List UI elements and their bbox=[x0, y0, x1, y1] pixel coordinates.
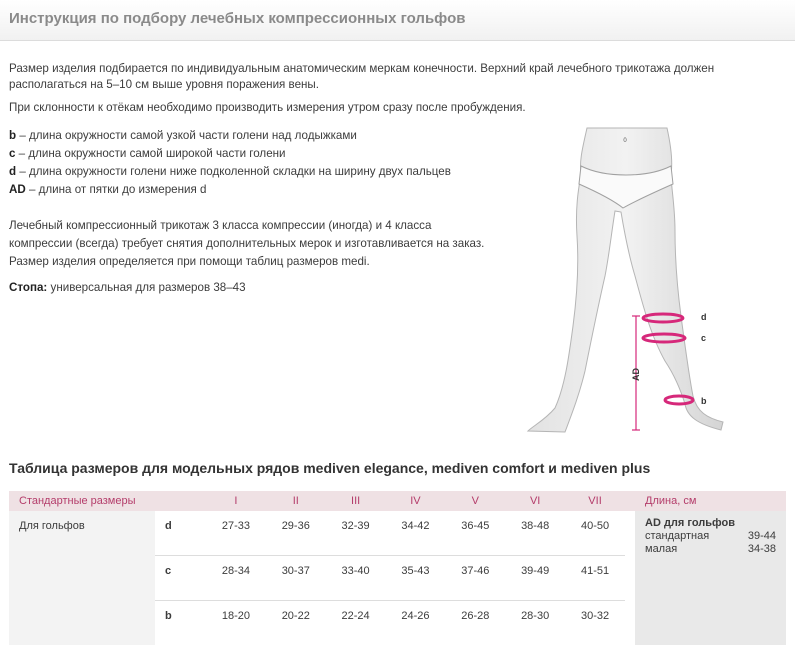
measure-key: d bbox=[9, 165, 16, 178]
legs-illustration bbox=[525, 126, 730, 438]
length-name: малая bbox=[645, 543, 677, 556]
table-cell: 20-22 bbox=[266, 601, 326, 645]
table-cell: 29-36 bbox=[266, 511, 326, 556]
row-key: d bbox=[155, 511, 206, 556]
measure-text: – длина окружности голени ниже подколенной складки на ширину двух пальцев bbox=[16, 165, 451, 178]
table-cell: 35-43 bbox=[386, 556, 446, 601]
table-cell: 30-32 bbox=[565, 601, 625, 645]
page-title: Инструкция по подбору лечебных компрессионных гольфов bbox=[9, 10, 466, 27]
table-cell: 24-26 bbox=[386, 601, 446, 645]
measure-text: – длина окружности самой узкой части голени над лодыжками bbox=[16, 129, 357, 142]
table-cell: 22-24 bbox=[326, 601, 386, 645]
measure-key: AD bbox=[9, 183, 26, 196]
label-d: d bbox=[701, 312, 707, 322]
header-size-6: VI bbox=[505, 491, 565, 511]
measure-key: b bbox=[9, 129, 16, 142]
table-cell: 34-42 bbox=[386, 511, 446, 556]
foot-text: универсальная для размеров 38–43 bbox=[47, 281, 245, 294]
table-header-row bbox=[9, 491, 786, 511]
measure-ad bbox=[9, 182, 206, 198]
table-cell: 30-37 bbox=[266, 556, 326, 601]
note-line-1: Лечебный компрессионный трикотаж 3 класса компрессии (иногда) и 4 класса bbox=[9, 218, 431, 234]
intro-paragraph-2: При склонности к отёкам необходимо производить измерения утром сразу после пробуждения. bbox=[9, 100, 779, 116]
foot-info bbox=[9, 280, 246, 296]
navel-mark: 0 bbox=[623, 138, 627, 144]
length-value: 39-44 bbox=[748, 530, 776, 543]
row-key: c bbox=[155, 556, 206, 601]
measure-c bbox=[9, 146, 286, 162]
header-size-7: VII bbox=[565, 491, 625, 511]
header-size-2: II bbox=[266, 491, 326, 511]
header-size-4: IV bbox=[386, 491, 446, 511]
size-table bbox=[9, 491, 786, 645]
measure-text: – длина от пятки до измерения d bbox=[26, 183, 207, 196]
table-cell: 27-33 bbox=[206, 511, 266, 556]
header-standard-sizes: Стандартные размеры bbox=[9, 491, 206, 511]
table-cell: 39-49 bbox=[505, 556, 565, 601]
note-line-3: Размер изделия определяется при помощи таблиц размеров medi. bbox=[9, 254, 370, 270]
table-title: Таблица размеров для модельных рядов mediven elegance, mediven comfort и mediven plus bbox=[9, 460, 650, 476]
label-c: c bbox=[701, 333, 706, 343]
measure-b bbox=[9, 128, 357, 144]
table-cell: 26-28 bbox=[445, 601, 505, 645]
table-cell: 36-45 bbox=[445, 511, 505, 556]
table-cell: 28-30 bbox=[505, 601, 565, 645]
intro-paragraph-1: Размер изделия подбирается по индивидуальным анатомическим меркам конечности. Верхний край лечебного трикотажа должен располагаться на 5–10 см выше уровня поражения вены. bbox=[9, 61, 779, 93]
length-title: AD для гольфов bbox=[645, 517, 776, 530]
table-cell: 32-39 bbox=[326, 511, 386, 556]
foot-label: Стопа: bbox=[9, 281, 47, 294]
row-key: b bbox=[155, 601, 206, 645]
header-bar bbox=[0, 0, 795, 41]
measure-text: – длина окружности самой широкой части голени bbox=[15, 147, 285, 160]
header-length: Длина, см bbox=[635, 491, 786, 511]
table-cell: 41-51 bbox=[565, 556, 625, 601]
table-cell: 40-50 bbox=[565, 511, 625, 556]
table-cell: 38-48 bbox=[505, 511, 565, 556]
measure-d bbox=[9, 164, 451, 180]
table-cell: 37-46 bbox=[445, 556, 505, 601]
length-cell bbox=[635, 511, 786, 645]
group-label: Для гольфов bbox=[9, 511, 155, 645]
table-cell: 18-20 bbox=[206, 601, 266, 645]
header-size-5: V bbox=[445, 491, 505, 511]
table-cell: 33-40 bbox=[326, 556, 386, 601]
table-cell: 28-34 bbox=[206, 556, 266, 601]
header-size-1: I bbox=[206, 491, 266, 511]
length-name: стандартная bbox=[645, 530, 709, 543]
table-row bbox=[9, 511, 786, 556]
label-b: b bbox=[701, 396, 707, 406]
ad-label: AD bbox=[631, 368, 641, 381]
measure-key: c bbox=[9, 147, 15, 160]
header-size-3: III bbox=[326, 491, 386, 511]
length-value: 34-38 bbox=[748, 543, 776, 556]
note-line-2: компрессии (всегда) требует снятия дополнительных мерок и изготавливается на заказ. bbox=[9, 236, 484, 252]
